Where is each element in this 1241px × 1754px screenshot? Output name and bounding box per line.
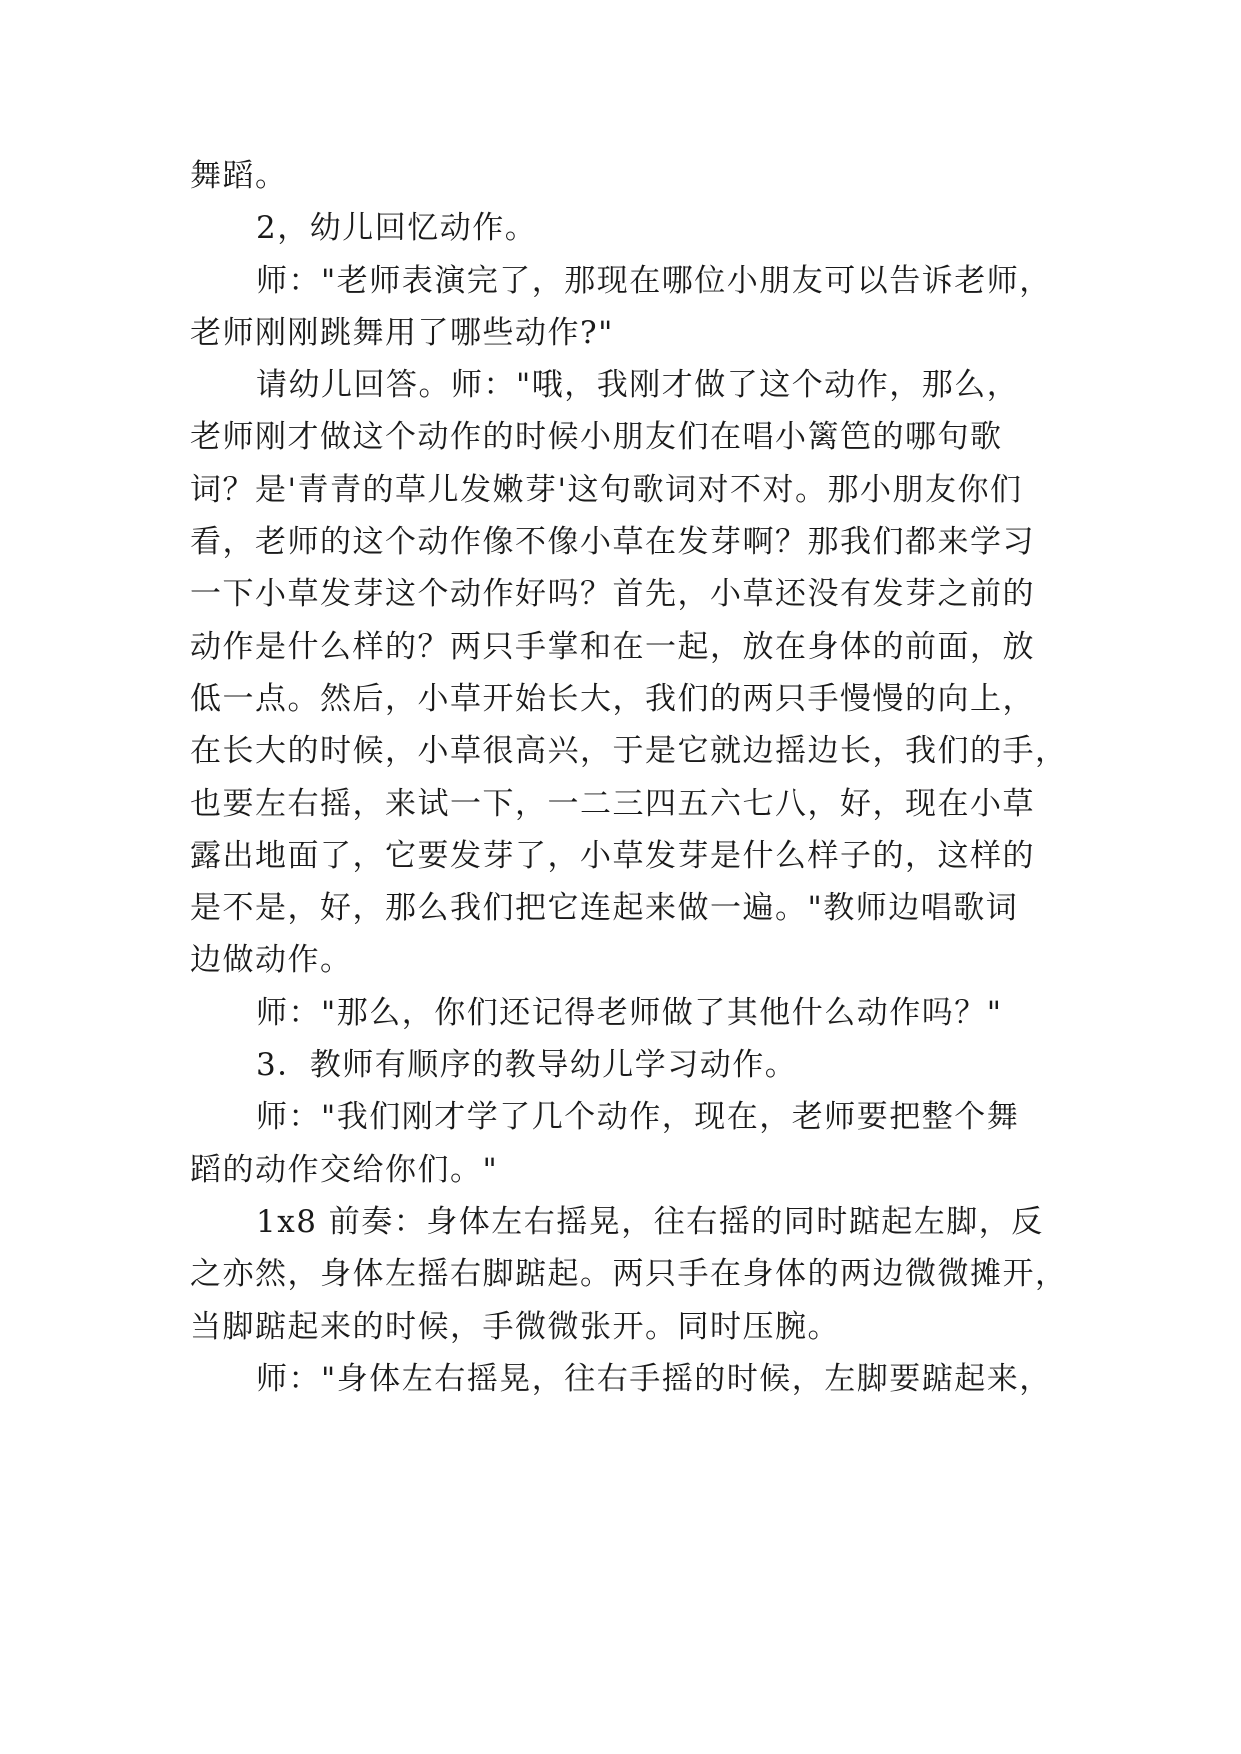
text-line: 边做动作。	[190, 942, 353, 979]
text-line: 动作是什么样的？两只手掌和在一起，放在身体的前面，放	[190, 628, 1035, 665]
text-line: 低一点。然后，小草开始长大，我们的两只手慢慢的向上，	[190, 680, 1035, 717]
text-line: 当脚踮起来的时候，手微微张开。同时压腕。	[190, 1308, 840, 1345]
text-line: 1x8 前奏：身体左右摇晃，往右摇的同时踮起左脚，反	[256, 1203, 1044, 1240]
text-line: 请幼儿回答。师："哦，我刚才做了这个动作，那么，	[256, 367, 1020, 404]
text-line: 词？是'青青的草儿发嫩芽'这句歌词对不对。那小朋友你们	[190, 471, 1023, 508]
text-line: 露出地面了，它要发芽了，小草发芽是什么样子的，这样的	[190, 837, 1035, 874]
text-line: 老师刚刚跳舞用了哪些动作?"	[190, 314, 614, 351]
text-line: 之亦然，身体左摇右脚踮起。两只手在身体的两边微微摊开，	[190, 1256, 1068, 1293]
text-line: 是不是，好，那么我们把它连起来做一遍。"教师边唱歌词	[190, 890, 1019, 927]
document-body	[190, 150, 1068, 1405]
text-line: 师："那么，你们还记得老师做了其他什么动作吗？"	[256, 994, 1003, 1031]
text-line: 舞蹈。	[190, 158, 288, 194]
text-line: 师："身体左右摇晃，往右手摇的时候，左脚要踮起来，	[256, 1360, 1052, 1397]
text-line: 在长大的时候，小草很高兴，于是它就边摇边长，我们的手，	[190, 733, 1068, 770]
text-line: 老师刚才做这个动作的时候小朋友们在唱小篱笆的哪句歌	[190, 419, 1003, 456]
text-line: 3．教师有顺序的教导幼儿学习动作。	[256, 1047, 798, 1084]
text-line: 看，老师的这个动作像不像小草在发芽啊？那我们都来学习	[190, 524, 1035, 561]
text-line: 蹈的动作交给你们。"	[190, 1151, 499, 1188]
text-line: 也要左右摇，来试一下，一二三四五六七八，好，现在小草	[190, 785, 1035, 822]
text-line: 2，幼儿回忆动作。	[256, 210, 538, 247]
text-line: 师："我们刚才学了几个动作，现在，老师要把整个舞	[256, 1099, 1020, 1136]
text-line: 一下小草发芽这个动作好吗？首先，小草还没有发芽之前的	[190, 576, 1035, 613]
text-line: 师："老师表演完了，那现在哪位小朋友可以告诉老师，	[256, 262, 1052, 299]
